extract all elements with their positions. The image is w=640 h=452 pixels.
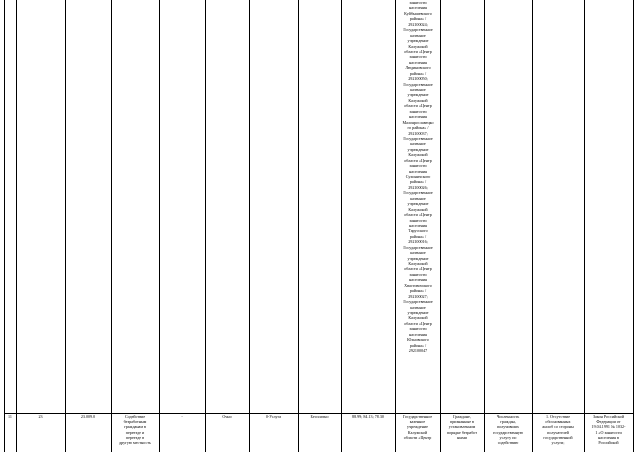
cell-line: Численность — [496, 414, 520, 419]
cell-line: казенное — [409, 419, 426, 425]
column-divider — [159, 0, 160, 452]
text-line: Калужской — [408, 261, 428, 266]
text-line: казенное — [410, 87, 426, 92]
text-line: казенное — [410, 195, 426, 201]
text-line: учреждение — [407, 92, 429, 98]
column-divider — [484, 0, 485, 452]
text-line: казенное — [410, 141, 426, 147]
cell-line: признанные в — [450, 419, 474, 425]
text-line: Государственное — [403, 27, 433, 33]
text-line: Юхновского — [407, 337, 429, 343]
text-line: Тарусского — [408, 228, 428, 234]
text-line: занятости — [409, 271, 427, 277]
cell-line: населения в — [598, 434, 619, 440]
text-line: 292100027; — [408, 293, 428, 299]
column-divider — [205, 0, 206, 452]
cell-line: граждан, — [500, 419, 516, 425]
cell-line: гражданам в — [124, 424, 146, 430]
text-line: Калужской — [408, 315, 428, 321]
payment-type: Бесплатно — [310, 414, 329, 419]
text-line: Калужской — [408, 97, 428, 103]
column-divider — [395, 0, 396, 452]
service-type: 0-Услуга — [265, 414, 282, 419]
text-line: Государственное — [403, 244, 433, 250]
cell-line: 1 «О занятости — [595, 429, 622, 435]
column-divider — [584, 0, 585, 452]
text-line: занятости — [409, 0, 427, 5]
cell-line: переезде в — [125, 434, 145, 440]
cell-line: государственную — [492, 429, 524, 435]
cell-line: порядке безработ — [446, 429, 478, 435]
service-name — [111, 414, 159, 445]
cell-line: Государственное — [402, 414, 433, 419]
text-line: учреждение — [407, 201, 429, 207]
column-divider — [16, 0, 17, 452]
cell-line: Содействие — [124, 414, 146, 419]
cell-line: безработным — [123, 419, 147, 425]
text-line: района» / — [409, 16, 427, 22]
cell-line: жалоб со стороны — [542, 424, 574, 430]
cell-line: Федерации от — [596, 419, 621, 425]
text-line: учреждение — [407, 255, 429, 261]
text-line: района» / — [409, 342, 427, 348]
column-divider — [249, 0, 250, 452]
cell-line: Граждане, — [453, 414, 471, 419]
cell-line: получивших — [497, 424, 519, 430]
text-line: района» / — [409, 70, 427, 76]
cell-line: услугу по — [499, 434, 517, 440]
text-line: казенное — [410, 250, 426, 256]
text-line: казенное — [410, 304, 426, 310]
text-line: казенное — [410, 32, 426, 38]
text-line: Калужской — [408, 152, 428, 158]
service-provider-list — [397, 0, 439, 353]
text-line: го района» / — [407, 125, 429, 131]
cell-dash: - — [181, 414, 183, 419]
cell-line: области «Центр — [403, 434, 432, 440]
cell-line: содействию — [497, 440, 519, 446]
text-line: занятости — [409, 217, 427, 223]
column-divider — [532, 0, 533, 452]
text-line: области «Центр — [404, 48, 432, 54]
text-line: 292100016; — [408, 239, 428, 245]
text-line: области «Центр — [404, 157, 432, 163]
cell-line: обоснованных — [545, 419, 571, 425]
text-line: Калужской — [408, 43, 428, 49]
text-line: области «Центр — [404, 103, 432, 109]
recipients — [440, 414, 484, 440]
text-line: Государственное — [403, 81, 433, 87]
cell-line: учреждение — [407, 424, 428, 430]
text-line: области «Центр — [404, 212, 432, 218]
text-line: района» / — [409, 288, 427, 294]
text-line: населения — [409, 222, 427, 228]
cell-line: услуги; — [551, 440, 565, 446]
section-number: 23 — [38, 414, 43, 419]
text-line: учреждение — [407, 146, 429, 152]
cell-line: другую местность — [119, 440, 151, 446]
text-line: населения — [409, 331, 427, 337]
cell-line: Российской — [598, 440, 619, 446]
service-code: 23.009.0 — [80, 414, 96, 419]
text-line: района» / — [409, 179, 427, 185]
cell-line: 1. Отсутствие — [545, 414, 571, 419]
text-line: Куйбышевского — [404, 10, 432, 16]
cell-line: переезде и — [125, 429, 145, 435]
text-line: области «Центр — [404, 266, 432, 272]
table-border-left — [4, 0, 5, 452]
text-line: Малоярославецко — [402, 119, 434, 125]
text-line: Хвастовичского — [404, 282, 432, 288]
text-line: Калужской — [408, 206, 428, 212]
text-line: занятости — [409, 163, 427, 169]
text-line: занятости — [409, 54, 427, 60]
text-line: Государственное — [403, 190, 433, 196]
text-line: занятости — [409, 108, 427, 114]
text-line: учреждение — [407, 309, 429, 315]
column-divider — [111, 0, 112, 452]
text-line: 292100050; — [408, 76, 428, 82]
column-divider — [298, 0, 299, 452]
volume-indicator — [484, 414, 532, 445]
quality-indicator — [532, 414, 584, 445]
text-line: 292100024; — [408, 21, 428, 27]
legal-basis — [584, 414, 633, 445]
cell-line: Закон Российской — [592, 414, 625, 419]
cell-line: ными — [457, 434, 467, 440]
cell-line: установленном — [448, 424, 476, 430]
column-divider — [341, 0, 342, 452]
text-line: области «Центр — [404, 320, 432, 326]
text-line: занятости — [409, 326, 427, 332]
cell-line: 19.04.1991 № 1032- — [591, 424, 626, 430]
text-line: 292100037; — [408, 130, 428, 136]
column-divider — [65, 0, 66, 452]
text-line: учреждение — [407, 38, 429, 44]
text-line: населения — [409, 114, 427, 120]
provider — [395, 414, 440, 440]
text-line: населения — [409, 5, 427, 11]
text-line: населения — [409, 277, 427, 283]
table-border-right — [633, 0, 634, 452]
okved-codes: 88.99; 84.13; 78.30 — [352, 414, 384, 419]
cell-line: получателей — [547, 429, 569, 435]
form-of-provision: Очно — [222, 414, 232, 419]
cell-line: государственной — [543, 434, 573, 440]
column-divider — [440, 0, 441, 452]
text-line: Государственное — [403, 299, 433, 305]
text-line: 292100047 — [408, 348, 428, 353]
text-line: Людиновского — [405, 65, 431, 71]
text-line: населения — [409, 168, 427, 174]
row-number: 11 — [8, 414, 12, 419]
text-line: Государственное — [403, 135, 433, 141]
text-line: населения — [409, 59, 427, 65]
text-line: 292100026; — [408, 184, 428, 190]
text-line: района» / — [409, 233, 427, 239]
cell-line: Калужской — [407, 429, 428, 435]
text-line: Сухиничского — [405, 174, 431, 179]
